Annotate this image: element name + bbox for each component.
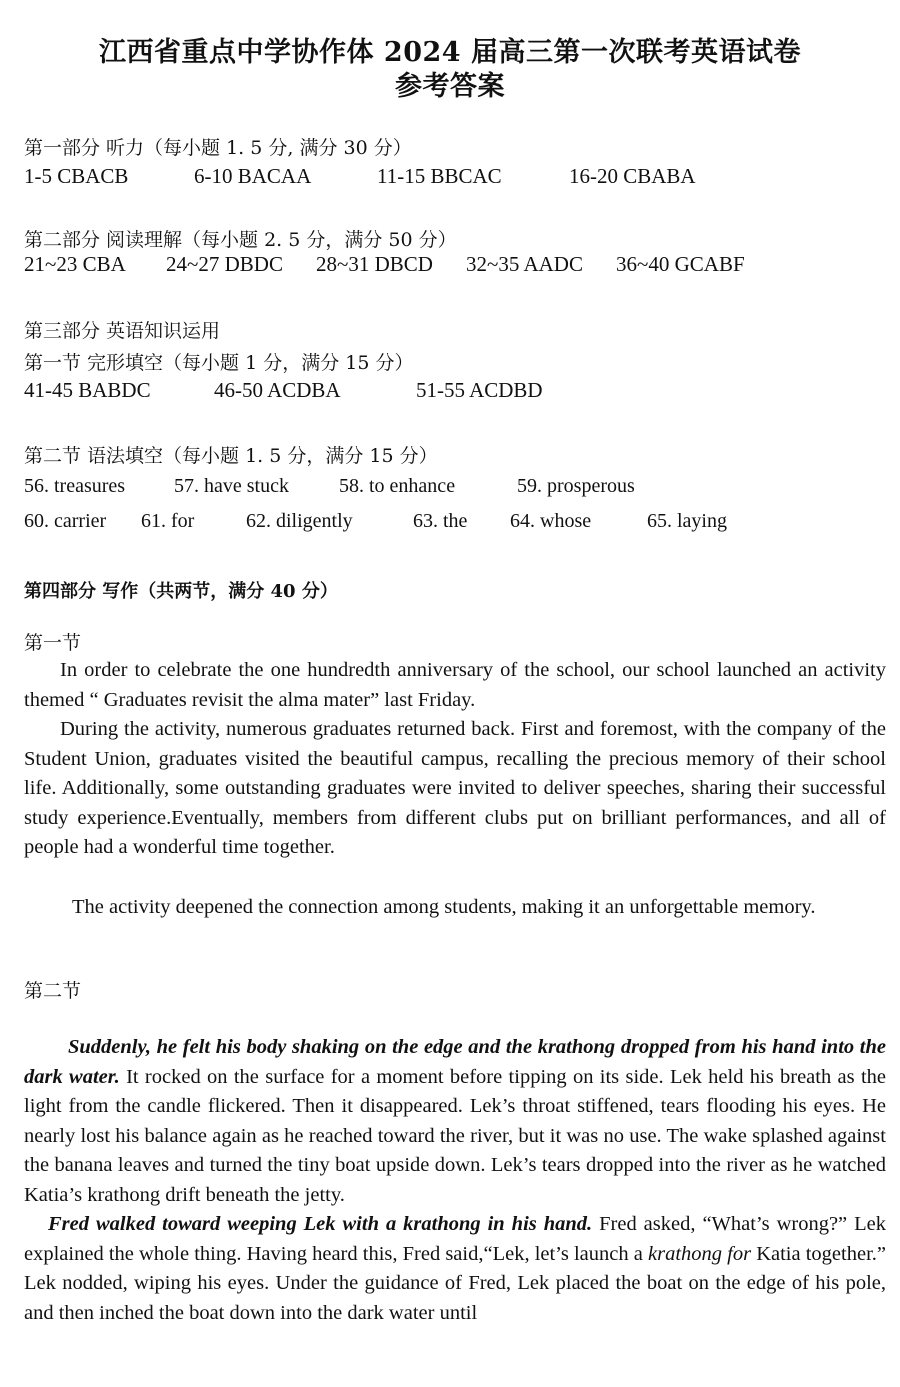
part4-section2-heading: 第二节	[24, 980, 82, 1002]
essay-paragraph: During the activity, numerous graduates returned back. First and foremost, with the company of the Student Union, graduates visited the beautiful campus, recalling the precious memory of their school life. Additionally, some outstanding graduates were invited to deliver speeches, sharing their successful study experience.Eventually, members from different clubs put on brilliant performances, and all of people had a wonderful time together.	[24, 718, 886, 859]
paragraph-body: Katia together.” Lek nodded, wiping his eyes. Under the guidance of Fred, Lek placed the boat on the edge of his pole, and then inched the boat down into the dark water until	[24, 1242, 886, 1324]
answer-item: 61. for	[141, 510, 195, 532]
answer-item: 63. the	[413, 510, 468, 532]
part1-heading: 第一部分 听力（每小题 1. 5 分, 满分 30 分）	[24, 137, 412, 159]
continuation-paragraph-1	[24, 1033, 886, 1211]
answer-item: 62. diligently	[246, 510, 353, 532]
paragraph-lead-sentence: Fred walked toward weeping Lek with a krathong in his hand.	[48, 1213, 593, 1235]
answer-group: 24~27 DBDC	[166, 252, 283, 276]
paragraph-body: It rocked on the surface for a moment before tipping on its side. Lek held his breath as the light from the candle flickered. Then it disappeared. Lek’s throat stiffened, tears flooding his eyes. He nearly lost his balance again as he reached toward the river, but it was no use. The wake splashed against the banana leaves and turned the tiny boat upside down. Lek’s tears dropped into the river as he watched Katia’s krathong drift beneath the jetty.	[24, 1065, 887, 1206]
answer-item: 56. treasures	[24, 475, 126, 497]
answer-group: 21~23 CBA	[24, 252, 126, 276]
answer-group: 16-20 CBABA	[569, 164, 696, 188]
answer-item: 65. laying	[647, 510, 727, 532]
page-title: 江西省重点中学协作体 2024 届高三第一次联考英语试卷	[99, 37, 801, 68]
part4-section1-heading: 第一节	[24, 632, 82, 654]
answer-item: 57. have stuck	[174, 475, 289, 497]
page-subtitle: 参考答案	[395, 71, 505, 102]
answer-group: 11-15 BBCAC	[377, 164, 502, 188]
answer-group: 32~35 AADC	[466, 252, 583, 276]
part3-section2-heading: 第二节 语法填空（每小题 1. 5 分，满分 15 分）	[24, 445, 438, 467]
essay-paragraph: The activity deepened the connection among students, making it an unforgettable memory.	[72, 896, 816, 918]
paragraph-body: Fred asked, “What’s wrong?” Lek explained the whole thing. Having heard this, Fred said,“Lek, let’s launch a	[24, 1213, 886, 1265]
answer-item: 59. prosperous	[517, 475, 635, 497]
essay-paragraph: In order to celebrate the one hundredth anniversary of the school, our school launched an activity themed “ Graduates revisit the alma mater” last Friday.	[24, 659, 886, 711]
answer-group: 41-45 BABDC	[24, 378, 151, 402]
answer-group: 1-5 CBACB	[24, 164, 129, 188]
answer-item: 60. carrier	[24, 510, 107, 532]
answer-group: 51-55 ACDBD	[416, 378, 543, 402]
paragraph-lead-sentence: Suddenly, he felt his body shaking on the edge and the krathong dropped from his hand into the dark water.	[24, 1036, 886, 1088]
answer-item: 58. to enhance	[339, 475, 456, 497]
answer-group: 28~31 DBCD	[316, 252, 433, 276]
italic-phrase: krathong for	[648, 1242, 752, 1265]
part4-heading: 第四部分 写作（共两节，满分 40 分）	[24, 581, 338, 602]
part3-section1-heading: 第一节 完形填空（每小题 1 分，满分 15 分）	[24, 352, 414, 374]
answer-group: 6-10 BACAA	[194, 164, 312, 188]
part3-heading: 第三部分 英语知识运用	[24, 320, 221, 342]
continuation-paragraph-2	[24, 1210, 886, 1328]
answer-group: 46-50 ACDBA	[214, 378, 341, 402]
answer-item: 64. whose	[510, 510, 592, 532]
part2-heading: 第二部分 阅读理解（每小题 2. 5 分，满分 50 分）	[24, 229, 457, 251]
answer-group: 36~40 GCABF	[616, 252, 745, 276]
